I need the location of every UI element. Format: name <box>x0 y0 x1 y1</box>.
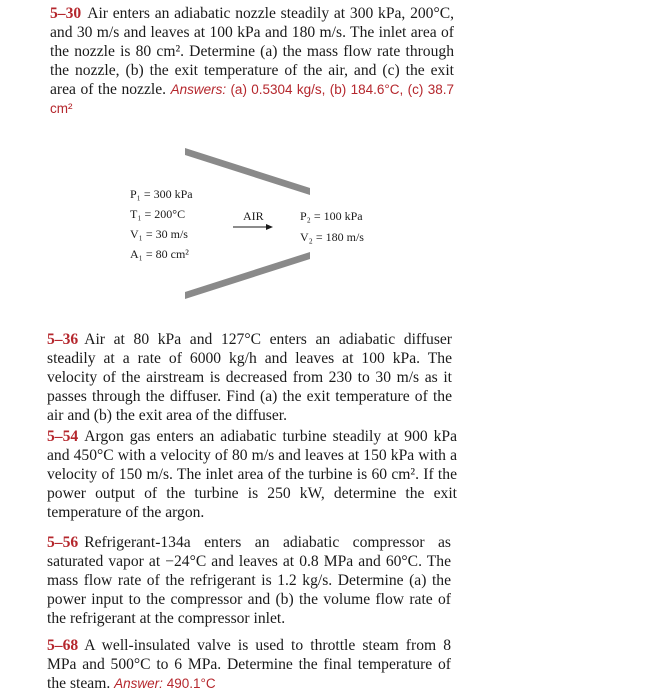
problem-text: Refrigerant-134a enters an adiabatic compressor as saturated vapor at −24°C and leaves at 0.8 MPa and 60°C. The mass flow rate of the refrigerant is 1.2 kg/s. Determine (a) the power input to the compressor and (b) the volume flow rate of the refrigerant at the compressor inlet. <box>47 534 451 627</box>
flow-label: AIR <box>243 209 264 223</box>
answer <box>114 676 215 691</box>
problem-5-68 <box>47 636 451 693</box>
problem-5-30 <box>50 4 454 118</box>
nozzle-lower-wall <box>185 252 310 299</box>
problem-5-56 <box>47 533 451 628</box>
problem-text: Argon gas enters an adiabatic turbine steadily at 900 kPa and 450°C with a velocity of 80 m/s and leaves at 150 kPa with a velocity of 150 m/s. The inlet area of the turbine is 60 cm². If the power output of the turbine is 250 kW, determine the exit temperature of the argon. <box>47 428 457 521</box>
problem-5-36 <box>47 330 452 425</box>
problem-number: 5–30 <box>50 5 82 22</box>
inlet-area: A₁ = 80 cm² <box>130 247 189 261</box>
problem-number: 5–54 <box>47 428 79 445</box>
nozzle-diagram <box>100 140 460 315</box>
problem-number: 5–36 <box>47 331 79 348</box>
inlet-temperature: T₁ = 200°C <box>130 207 186 221</box>
exit-pressure: P₂ = 100 kPa <box>300 209 363 223</box>
answer-label: Answers: <box>170 82 227 97</box>
exit-velocity: V₂ = 180 m/s <box>300 230 364 244</box>
nozzle-upper-wall <box>185 148 310 195</box>
problem-5-54 <box>47 427 457 522</box>
problem-number: 5–68 <box>47 637 79 654</box>
flow-arrow-icon <box>233 224 273 230</box>
answer-label: Answer: <box>114 676 163 691</box>
inlet-pressure: P₁ = 300 kPa <box>130 187 193 201</box>
problem-text: Air at 80 kPa and 127°C enters an adiabatic diffuser steadily at a rate of 6000 kg/h and leaves at 100 kPa. The velocity of the airstream is decreased from 230 to 30 m/s as it passes through the diffuser. Find (a) the exit temperature of the air and (b) the exit area of the diffuser. <box>47 331 452 424</box>
problem-number: 5–56 <box>47 534 79 551</box>
answer-value: (a) 0.5304 kg/s, (b) 184.6°C, (c) 38.7 cm² <box>50 82 454 116</box>
answer-value: 490.1°C <box>166 676 216 691</box>
inlet-velocity: V₁ = 30 m/s <box>130 227 188 241</box>
problem-text: A well-insulated valve is used to throttle steam from 8 MPa and 500°C to 6 MPa. Determine the final temperature of the steam. <box>47 637 451 692</box>
problem-text: Air enters an adiabatic nozzle steadily at 300 kPa, 200°C, and 30 m/s and leaves at 100 kPa and 180 m/s. The inlet area of the nozzle is 80 cm². Determine (a) the mass flow rate through the nozzle, (b) the exit temperature of the air, and (c) the exit area of the nozzle. <box>50 5 454 98</box>
